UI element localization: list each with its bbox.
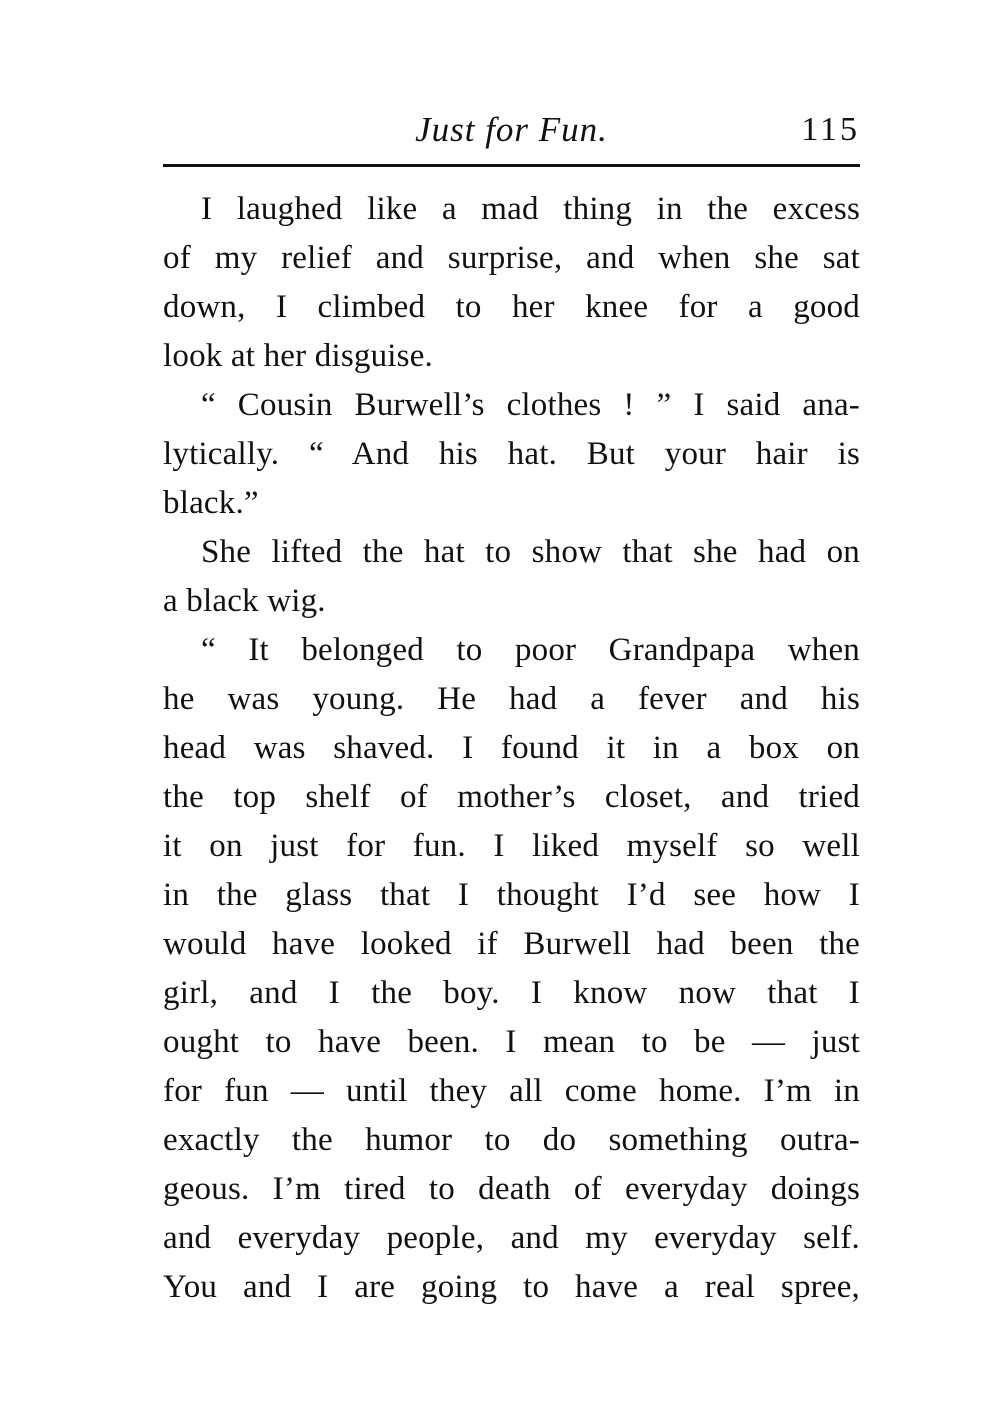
text-line: he was young. He had a fever and his — [163, 681, 860, 717]
running-head — [163, 104, 860, 156]
text-line: would have looked if Burwell had been the — [163, 926, 860, 962]
text-line: and everyday people, and my everyday self. — [163, 1220, 860, 1256]
text-line: head was shaved. I found it in a box on — [163, 730, 860, 766]
text-line: lytically. “ And his hat. But your hair is — [163, 436, 860, 472]
text-line: “ It belonged to poor Grandpapa when — [201, 632, 860, 668]
text-line: down, I climbed to her knee for a good — [163, 289, 860, 325]
text-line: for fun — until they all come home. I’m in — [163, 1073, 860, 1109]
text-line: it on just for fun. I liked myself so well — [163, 828, 860, 864]
text-line: girl, and I the boy. I know now that I — [163, 975, 860, 1011]
text-line: look at her disguise. — [163, 338, 433, 374]
text-line: the top shelf of mother’s closet, and tried — [163, 779, 860, 815]
text-line: You and I are going to have a real spree, — [163, 1269, 860, 1305]
text-line: a black wig. — [163, 583, 326, 619]
book-page — [163, 0, 860, 1428]
body-text — [163, 185, 860, 1312]
text-line: I laughed like a mad thing in the excess — [201, 191, 860, 227]
header-rule — [163, 164, 860, 167]
page-number: 115 — [801, 111, 860, 148]
text-line: of my relief and surprise, and when she sat — [163, 240, 860, 276]
text-line: geous. I’m tired to death of everyday doings — [163, 1171, 860, 1207]
text-line: black.” — [163, 485, 259, 521]
text-line: She lifted the hat to show that she had on — [201, 534, 860, 570]
text-line: in the glass that I thought I’d see how I — [163, 877, 860, 913]
running-title: Just for Fun. — [415, 110, 608, 149]
text-line: ought to have been. I mean to be — just — [163, 1024, 860, 1060]
text-line: exactly the humor to do something outra- — [163, 1122, 860, 1158]
text-line: “ Cousin Burwell’s clothes ! ” I said ana- — [201, 387, 860, 423]
